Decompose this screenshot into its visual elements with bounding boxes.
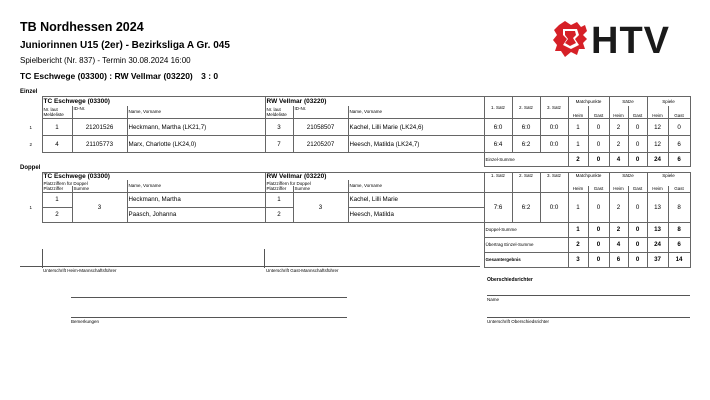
carry-label: Übertrag Einzel-Summe: [484, 237, 568, 252]
col-platzziffer: Platzziffer: [42, 186, 72, 192]
doppel-sum-row: [20, 222, 690, 237]
away-p2: 2: [265, 207, 293, 222]
col-sa-gast: Gast: [628, 186, 647, 192]
lion-emblem-icon: [553, 21, 587, 57]
sa-heim: 2: [609, 136, 628, 153]
table-row: [20, 192, 690, 207]
away-nr: 3: [265, 119, 293, 136]
carry-sp-heim: 24: [647, 237, 668, 252]
col-sa-gast: Gast: [628, 106, 647, 119]
col-name: Name, Vorname: [127, 180, 265, 192]
doppel-away-team: RW Vellmar (03220): [266, 173, 327, 180]
total-sa-gast: 0: [628, 252, 647, 267]
col-meldeliste-away: Meldeliste: [266, 111, 287, 117]
carry-mp-gast: 0: [588, 237, 609, 252]
sa-heim: 2: [609, 119, 628, 136]
col-nr-laut: Nr. laut: [43, 106, 58, 112]
home-sum: 3: [72, 192, 127, 222]
total-sp-gast: 14: [668, 252, 690, 267]
col-name-away: Name, Vorname: [348, 106, 484, 119]
sum-sp-gast: 8: [668, 222, 690, 237]
mp-heim: 1: [568, 192, 588, 222]
col-name: Name, Vorname: [127, 106, 265, 119]
satz1: 6:4: [484, 136, 512, 153]
carry-row: [20, 237, 690, 252]
einzel-sum-label: Einzel-Summe: [484, 153, 568, 167]
referee-sig-label: Unterschrift Oberschiedsrichter: [487, 319, 550, 324]
col-saetze: Sätze: [609, 97, 647, 106]
sa-gast: 0: [628, 136, 647, 153]
col-sp-heim: Heim: [647, 106, 668, 119]
home-name: Heckmann, Martha (LK21,7): [127, 119, 265, 136]
total-label: Gesamtergebnis: [484, 252, 568, 267]
total-row: [20, 252, 690, 267]
referee-name-label: Name: [487, 297, 500, 302]
sum-sp-heim: 13: [647, 222, 668, 237]
col-spiele: Spiele: [647, 173, 690, 187]
remarks-label: Bemerkungen: [71, 319, 100, 324]
home-name-1: Heckmann, Martha: [127, 192, 265, 207]
doppel-label: Doppel: [20, 165, 41, 171]
col-summe-away: Summe: [293, 186, 348, 192]
referee-sig-line[interactable]: [487, 317, 690, 318]
col-sp-heim: Heim: [647, 186, 668, 192]
col-matchpunkte: Matchpunkte: [568, 173, 609, 187]
referee-name-line[interactable]: [487, 295, 690, 296]
sum-mp-gast: 0: [588, 222, 609, 237]
remarks-line-2[interactable]: [71, 317, 347, 318]
mp-gast: 0: [588, 119, 609, 136]
away-sum: 3: [293, 192, 348, 222]
einzel-table: [20, 96, 691, 167]
col-satz2: 2. Satz: [512, 173, 540, 193]
away-id: 21058507: [293, 119, 348, 136]
total-sp-heim: 37: [647, 252, 668, 267]
doppel-home-team: TC Eschwege (03300): [43, 173, 110, 180]
report-info: Spielbericht (Nr. 837) - Termin 30.08.2024 16:00: [20, 56, 191, 65]
sum-sa-heim: 4: [609, 153, 628, 167]
sp-gast: 8: [668, 192, 690, 222]
total-mp-heim: 3: [568, 252, 588, 267]
col-id-away: ID-Nr.: [293, 106, 348, 119]
home-p1: 1: [42, 192, 72, 207]
table-row: [20, 136, 690, 153]
col-satz1: 1. Satz: [484, 97, 512, 119]
away-name-2: Heesch, Matilda: [348, 207, 484, 222]
doppel-sum-label: Doppel-Summe: [484, 222, 568, 237]
col-sp-gast: Gast: [668, 106, 690, 119]
away-p1: 1: [265, 192, 293, 207]
einzel-away-team: RW Vellmar (03220): [266, 97, 327, 105]
sp-heim: 13: [647, 192, 668, 222]
total-mp-gast: 0: [588, 252, 609, 267]
col-platzziffer-away: Platzziffer: [265, 186, 293, 192]
col-satz3: 3. Satz: [540, 97, 568, 119]
col-spiele: Spiele: [647, 97, 690, 106]
satz3: 0:0: [540, 119, 568, 136]
satz1: 7:6: [484, 192, 512, 222]
mp-heim: 1: [568, 136, 588, 153]
logo-text: HTV: [591, 20, 670, 61]
satz1: 6:0: [484, 119, 512, 136]
home-nr: 4: [42, 136, 72, 153]
carry-sa-heim: 4: [609, 237, 628, 252]
match-score: 3 : 0: [201, 71, 219, 81]
sp-heim: 12: [647, 119, 668, 136]
col-satz3: 3. Satz: [540, 173, 568, 193]
sp-gast: 0: [668, 119, 690, 136]
home-name-2: Paasch, Johanna: [127, 207, 265, 222]
col-nr-laut-away: Nr. laut: [266, 106, 281, 112]
col-id: ID-Nr.: [72, 106, 127, 119]
col-platzziffern: Platzziffern für Doppel: [42, 180, 127, 186]
referee-title: Oberschiedsrichter: [487, 277, 533, 283]
col-sa-heim: Heim: [609, 106, 628, 119]
match-teams: TC Eschwege (03300) : RW Vellmar (03220): [20, 71, 193, 81]
einzel-sum-row: [20, 153, 690, 167]
away-name-1: Kachel, Lilli Marie: [348, 192, 484, 207]
sum-sa-heim: 2: [609, 222, 628, 237]
sum-sp-gast: 6: [668, 153, 690, 167]
col-sp-gast: Gast: [668, 186, 690, 192]
sp-heim: 12: [647, 136, 668, 153]
doppel-table: [20, 172, 691, 268]
away-name: Heesch, Matilda (LK24,7): [348, 136, 484, 153]
home-name: Marx, Charlotte (LK24,0): [127, 136, 265, 153]
home-id: 21201526: [72, 119, 127, 136]
satz3: 0:0: [540, 136, 568, 153]
league-subtitle: Juniorinnen U15 (2er) - Bezirksliga A Gr. 045: [20, 40, 230, 51]
carry-sp-gast: 6: [668, 237, 690, 252]
col-name-away: Name, Vorname: [348, 180, 484, 192]
col-mp-gast: Gast: [588, 106, 609, 119]
col-satz1: 1. Satz: [484, 173, 512, 193]
remarks-line-1[interactable]: [71, 297, 347, 298]
captain-sig-line[interactable]: [20, 266, 480, 267]
col-satz2: 2. Satz: [512, 97, 540, 119]
einzel-home-team: TC Eschwege (03300): [43, 97, 110, 105]
col-matchpunkte: Matchpunkte: [568, 97, 609, 106]
col-sa-heim: Heim: [609, 186, 628, 192]
sp-gast: 6: [668, 136, 690, 153]
sum-mp-gast: 0: [588, 153, 609, 167]
away-nr: 7: [265, 136, 293, 153]
sum-sa-gast: 0: [628, 153, 647, 167]
col-mp-heim: Heim: [568, 186, 588, 192]
row-pos: 1: [29, 204, 32, 210]
col-mp-gast: Gast: [588, 186, 609, 192]
sa-gast: 0: [628, 119, 647, 136]
match-heading: [20, 71, 218, 81]
home-nr: 1: [42, 119, 72, 136]
row-pos: 2: [29, 141, 32, 147]
sum-mp-heim: 2: [568, 153, 588, 167]
col-meldeliste: Meldeliste: [43, 111, 64, 117]
carry-mp-heim: 2: [568, 237, 588, 252]
total-sa-heim: 6: [609, 252, 628, 267]
home-captain-label: Unterschrift Heim-Mannschaftsführer: [43, 268, 117, 273]
sa-gast: 0: [628, 192, 647, 222]
sa-heim: 2: [609, 192, 628, 222]
satz2: 6:0: [512, 119, 540, 136]
sum-mp-heim: 1: [568, 222, 588, 237]
col-platzziffern-away: Platzziffern für Doppel: [265, 180, 348, 186]
sum-sp-heim: 24: [647, 153, 668, 167]
satz3: 0:0: [540, 192, 568, 222]
home-id: 21105773: [72, 136, 127, 153]
home-p2: 2: [42, 207, 72, 222]
satz2: 6:2: [512, 136, 540, 153]
mp-heim: 1: [568, 119, 588, 136]
mp-gast: 0: [588, 192, 609, 222]
carry-sa-gast: 0: [628, 237, 647, 252]
table-row: [20, 119, 690, 136]
mp-gast: 0: [588, 136, 609, 153]
row-pos: 1: [29, 124, 32, 130]
col-mp-heim: Heim: [568, 106, 588, 119]
away-id: 21205207: [293, 136, 348, 153]
col-summe: Summe: [72, 186, 127, 192]
away-captain-label: Unterschrift Gast-Mannschaftsführer: [266, 268, 339, 273]
einzel-label: Einzel: [20, 89, 38, 95]
away-name: Kachel, Lilli Marie (LK24,6): [348, 119, 484, 136]
sum-sa-gast: 0: [628, 222, 647, 237]
page-title: TB Nordhessen 2024: [20, 20, 144, 34]
col-saetze: Sätze: [609, 173, 647, 187]
satz2: 6:2: [512, 192, 540, 222]
htv-logo: [551, 19, 692, 61]
